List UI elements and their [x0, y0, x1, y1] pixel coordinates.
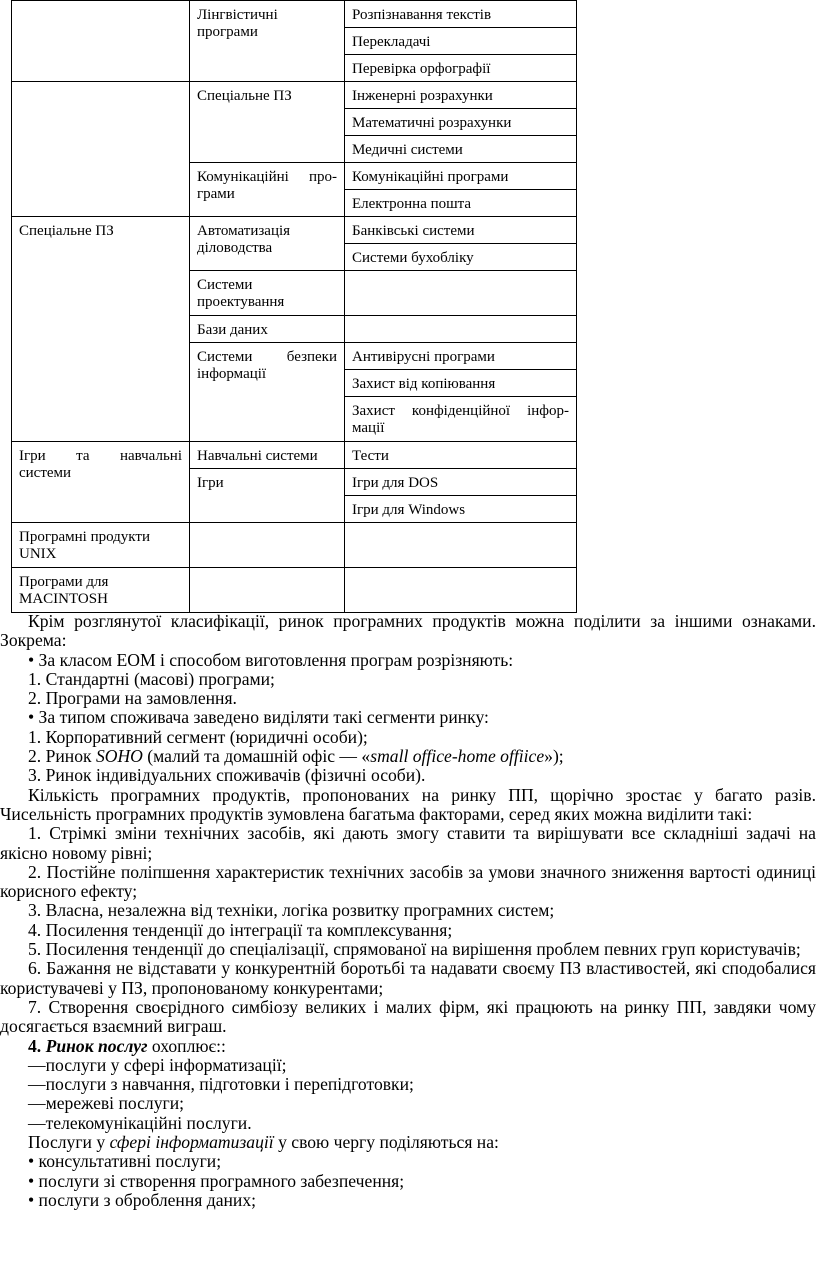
text-run: »);	[544, 746, 564, 767]
table-cell	[345, 397, 577, 442]
factor-item: 2. Постійне поліпшення характеристик технічних засобів за умови значного зниження вартості одиниці корисного ефекту;	[0, 861, 816, 902]
bullet-item: • консультативні послуги;	[28, 1151, 222, 1172]
table-cell: Перевірка орфографії	[345, 55, 577, 82]
heading-term: Ринок послуг	[45, 1035, 148, 1056]
table-cell: Лінгвістичні програми	[190, 1, 345, 82]
factor-item: 3. Власна, незалежна від техніки, логіка розвитку програмних систем;	[28, 900, 555, 921]
table-cell-empty	[190, 568, 345, 613]
bullet-item: • За типом споживача заведено виділяти такі сегменти ринку:	[28, 707, 489, 728]
table-cell: Комунікаційні програми	[345, 163, 577, 190]
bullet-item: • послуги з оброблення даних;	[28, 1189, 257, 1210]
list-item	[0, 747, 816, 766]
table-cell: Електронна пошта	[345, 190, 577, 217]
paragraph	[0, 1133, 816, 1152]
table-cell: Спеціальне ПЗ	[190, 82, 345, 163]
table-cell-empty	[345, 523, 577, 568]
table-cell-empty	[345, 271, 577, 316]
italic-term: сфері інформатизації	[109, 1132, 274, 1153]
table-cell: Ігри	[190, 469, 345, 523]
table-cell-empty	[12, 82, 190, 217]
table-cell: Автоматизація діловодства	[190, 217, 345, 271]
heading-number: 4.	[28, 1035, 46, 1056]
table-cell: Банківські системи	[345, 217, 577, 244]
table-cell: Ігри для Windows	[345, 496, 577, 523]
text-run: 2. Ринок	[28, 746, 96, 767]
text-run: охоплює::	[147, 1035, 226, 1056]
dash-item: —послуги у сфері інформатизації;	[28, 1054, 287, 1075]
table-cell: Ігри для DOS	[345, 469, 577, 496]
table-cell: Програмні продукти UNIX	[12, 523, 190, 568]
table-cell: Захист від копіювання	[345, 370, 577, 397]
paragraph: Кількість програмних продуктів, пропонованих на ринку ПП, щорічно зростає у багато разів. Чисельність програмних продуктів зумовлена багатьма факторами, серед яких можна виділити такі:	[0, 784, 816, 824]
cell-text: Комунікаційні про-грами	[197, 169, 337, 202]
list-item: 3. Ринок індивідуальних споживачів (фізичні особи).	[28, 765, 426, 786]
cell-text: Захист конфіденційної інфор-мації	[352, 403, 569, 436]
table-cell	[190, 163, 345, 217]
classification-table	[11, 0, 577, 613]
table-cell: Навчальні системи	[190, 442, 345, 469]
table-cell: Системи проектування	[190, 271, 345, 316]
table-cell: Бази даних	[190, 316, 345, 343]
factor-item: 6. Бажання не відставати у конкурентній боротьбі та надавати своєму ПЗ властивостей, які сподобалися користувачеві у ПЗ, пропонованому конкурентами;	[0, 958, 816, 998]
table-cell	[190, 343, 345, 442]
bullet-item: • За класом ЕОМ і способом виготовлення програм розрізняють:	[28, 649, 514, 670]
factor-item: 7. Створення своєрідного симбіозу великих і малих фірм, які працюють на ринку ПП, завдяки чому досягається взаємний виграш.	[0, 996, 816, 1037]
list-item: 1. Стандартні (масові) програми;	[28, 668, 275, 689]
factor-item: 1. Стрімкі зміни технічних засобів, які дають змогу ставити та вирішувати все складніші задачі на якісно новому рівні;	[0, 823, 816, 863]
bullet-item: • послуги зі створення програмного забезпечення;	[28, 1170, 405, 1191]
table-cell-empty	[345, 568, 577, 613]
cell-text: Ігри та навчальні системи	[19, 448, 182, 481]
table-cell-empty	[190, 523, 345, 568]
text-run: (малий та домашній офіс — «	[142, 746, 371, 767]
table-cell: Математичні розрахунки	[345, 109, 577, 136]
list-item: 1. Корпоративний сегмент (юридичні особи);	[28, 726, 368, 747]
factor-item: 5. Посилення тенденції до спеціалізації, спрямованої на вирішення проблем певних груп користувачів;	[28, 939, 801, 960]
table-cell: Медичні системи	[345, 136, 577, 163]
dash-item: —послуги з навчання, підготовки і перепідготовки;	[28, 1074, 414, 1095]
table-cell: Антивірусні програми	[345, 343, 577, 370]
intro-paragraph: Крім розглянутої класифікації, ринок програмних продуктів можна поділити за іншими ознаками. Зокрема:	[0, 611, 816, 651]
text-run: у свою чергу поділяються на:	[273, 1132, 499, 1153]
section-heading	[0, 1037, 816, 1056]
table-cell: Тести	[345, 442, 577, 469]
text-run: Послуги у	[28, 1132, 110, 1153]
table-cell: Розпізнавання текстів	[345, 1, 577, 28]
document-body	[0, 612, 816, 1210]
italic-term: SOHO	[95, 746, 143, 767]
factor-item: 4. Посилення тенденції до інтеграції та комплексування;	[28, 919, 453, 940]
table-cell: Системи бухобліку	[345, 244, 577, 271]
table-cell	[12, 442, 190, 523]
table-cell-empty	[345, 316, 577, 343]
italic-term: small office-home offiice	[370, 746, 545, 767]
table-cell: Інженерні розрахунки	[345, 82, 577, 109]
table-cell-empty	[12, 1, 190, 82]
cell-text: Системи безпеки інформації	[197, 349, 337, 382]
dash-item: —телекомунікаційні послуги.	[28, 1112, 252, 1133]
list-item: 2. Програми на замовлення.	[28, 688, 237, 709]
table-cell: Програми для MACINTOSH	[12, 568, 190, 613]
table-cell: Спеціальне ПЗ	[12, 217, 190, 442]
table-cell: Перекладачі	[345, 28, 577, 55]
dash-item: —мережеві послуги;	[28, 1093, 185, 1114]
